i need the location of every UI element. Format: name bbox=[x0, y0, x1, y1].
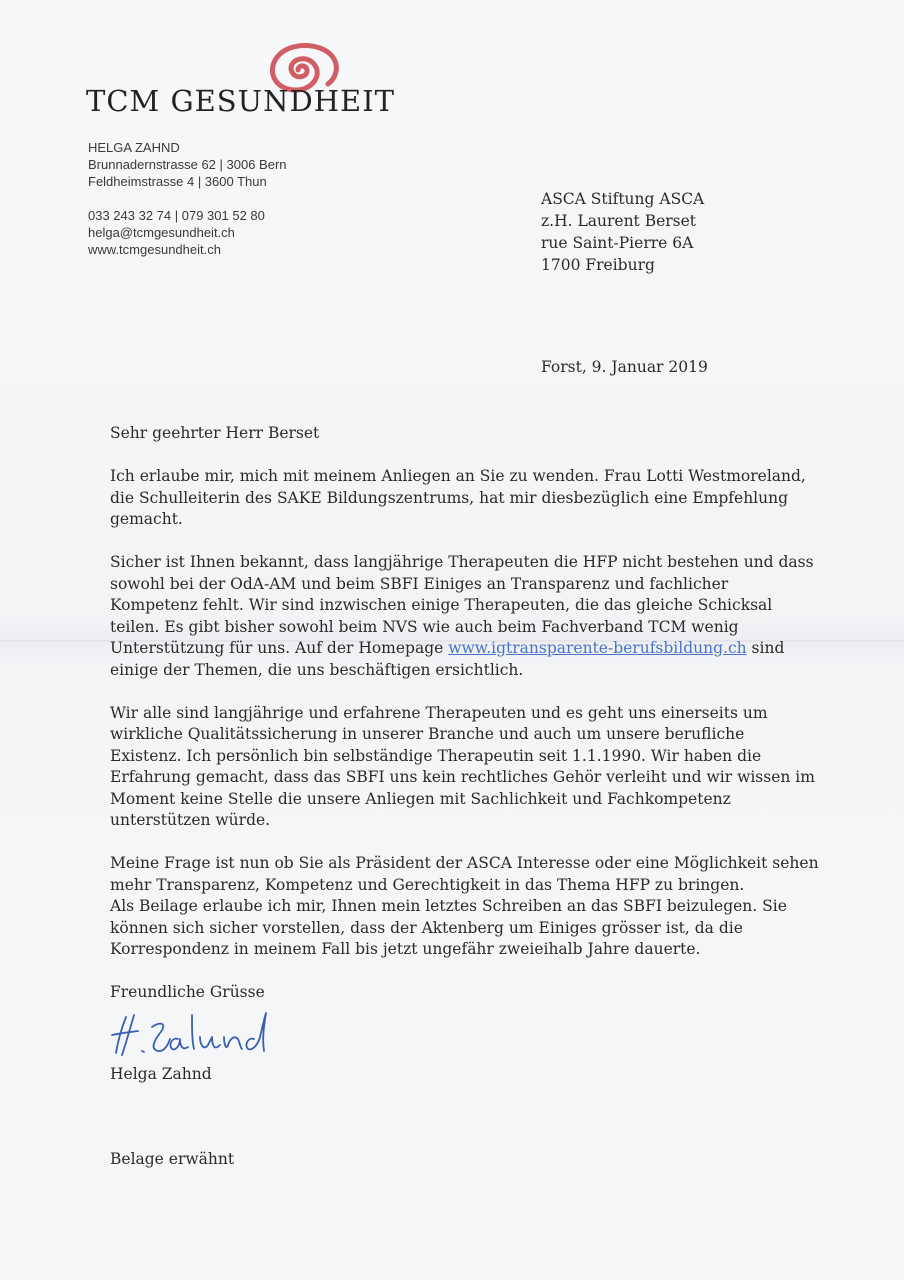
text-line: die Schulleiterin des SAKE Bildungszentrums, hat mir diesbezüglich eine Empfehlung bbox=[110, 488, 789, 507]
text-line: Erfahrung gemacht, dass das SBFI uns kein rechtliches Gehör verleiht und wir wissen im bbox=[110, 768, 815, 786]
recipient-line-3: rue Saint-Pierre 6A bbox=[541, 234, 694, 252]
text-segment: Unterstützung für uns. Auf der Homepage bbox=[110, 639, 449, 657]
text-line: Wir alle sind langjährige und erfahrene Therapeuten und es geht uns einerseits um bbox=[110, 703, 768, 722]
letter-date: Forst, 9. Januar 2019 bbox=[541, 358, 708, 376]
text-line: einige der Themen, die uns beschäftigen ersichtlich. bbox=[110, 660, 524, 679]
sender-email: helga@tcmgesundheit.ch bbox=[88, 225, 235, 240]
sender-address-2: Feldheimstrasse 4 | 3600 Thun bbox=[88, 174, 267, 189]
brand-name: TCM GESUNDHEIT bbox=[86, 84, 395, 118]
text-line: mehr Transparenz, Kompetenz und Gerechtigkeit in das Thema HFP zu bringen. bbox=[110, 875, 745, 894]
text-line: unterstützen würde. bbox=[110, 811, 271, 829]
letter-body bbox=[110, 423, 819, 1004]
paragraph-4 bbox=[110, 853, 819, 961]
homepage-link[interactable]: www.igtransparente-berufsbildung.ch bbox=[448, 639, 747, 657]
closing: Freundliche Grüsse bbox=[110, 983, 265, 1001]
text-line: Ich erlaube mir, mich mit meinem Anliegen an Sie zu wenden. Frau Lotti Westmoreland, bbox=[110, 467, 806, 485]
text-line: Existenz. Ich persönlich bin selbständige Therapeutin seit 1.1.1990. Wir haben die bbox=[110, 746, 762, 765]
text-line: Als Beilage erlaube ich mir, Ihnen mein letztes Schreiben an das SBFI beizulegen. Sie bbox=[110, 897, 787, 915]
signer-name: Helga Zahnd bbox=[110, 1065, 212, 1083]
paragraph-3 bbox=[110, 703, 815, 832]
text-line: sowohl bei der OdA-AM und beim SBFI Einiges an Transparenz und fachlicher bbox=[110, 574, 729, 593]
enclosure-note: Belage erwähnt bbox=[110, 1150, 235, 1168]
salutation: Sehr geehrter Herr Berset bbox=[110, 424, 320, 442]
paragraph-1 bbox=[110, 466, 806, 531]
text-segment: sind bbox=[746, 639, 785, 657]
paragraph-2 bbox=[110, 552, 814, 681]
recipient-line-1: ASCA Stiftung ASCA bbox=[541, 190, 705, 208]
text-line bbox=[110, 638, 800, 660]
recipient-line-2: z.H. Laurent Berset bbox=[541, 212, 697, 230]
text-line: Moment keine Stelle die unsere Anliegen mit Sachlichkeit und Fachkompetenz bbox=[110, 789, 731, 808]
sender-name: HELGA ZAHND bbox=[88, 140, 180, 155]
sender-website: www.tcmgesundheit.ch bbox=[88, 242, 221, 257]
handwritten-signature bbox=[108, 1005, 278, 1065]
text-line: teilen. Es gibt bisher sowohl beim NVS wie auch beim Fachverband TCM wenig bbox=[110, 617, 739, 636]
sender-phone: 033 243 32 74 | 079 301 52 80 bbox=[88, 208, 265, 223]
text-line: gemacht. bbox=[110, 510, 183, 528]
sender-address-1: Brunnadernstrasse 62 | 3006 Bern bbox=[88, 157, 287, 172]
text-line: Sicher ist Ihnen bekannt, dass langjährige Therapeuten die HFP nicht bestehen und dass bbox=[110, 553, 814, 571]
recipient-line-4: 1700 Freiburg bbox=[541, 256, 655, 274]
text-line: Kompetenz fehlt. Wir sind inzwischen einige Therapeuten, die das gleiche Schicksal bbox=[110, 596, 773, 614]
sender-block bbox=[88, 139, 287, 258]
text-line: wirkliche Qualitätssicherung in unserer Branche und auch um unsere berufliche bbox=[110, 725, 745, 743]
letterhead-logo bbox=[86, 40, 416, 120]
text-line: Meine Frage ist nun ob Sie als Präsident der ASCA Interesse oder eine Möglichkeit sehen bbox=[110, 854, 819, 872]
recipient-address bbox=[541, 188, 704, 276]
text-line: können sich sicher vorstellen, dass der Aktenberg um Einiges grösser ist, da die bbox=[110, 918, 743, 937]
text-line: Korrespondenz in meinem Fall bis jetzt ungefähr zweieihalb Jahre dauerte. bbox=[110, 940, 701, 958]
